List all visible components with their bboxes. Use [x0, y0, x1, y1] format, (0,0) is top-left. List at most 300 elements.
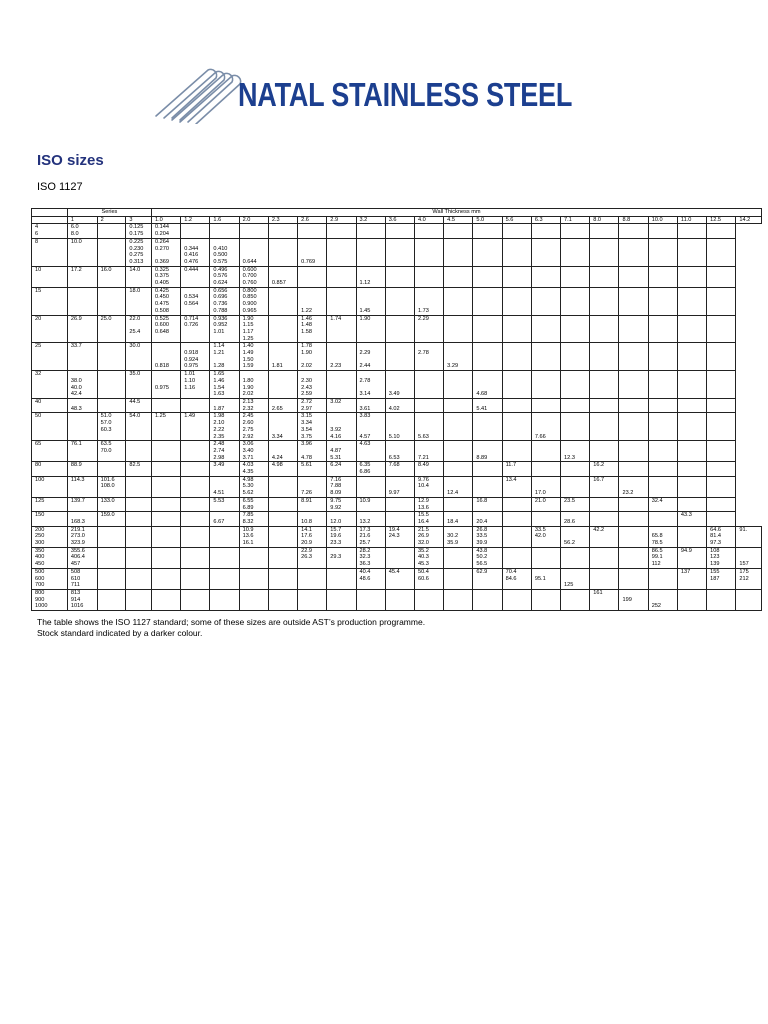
table-cell: 0.800 0.850 0.900 0.965: [239, 287, 268, 315]
table-cell: 4.68: [473, 371, 502, 399]
table-cell: [298, 589, 327, 610]
table-cell: 1.90 1.15 1.17 1.25: [239, 315, 268, 343]
table-cell: 2.29 2.44: [356, 343, 385, 371]
table-cell: 2.78 3.14: [356, 371, 385, 399]
table-cell: [590, 512, 619, 526]
table-cell: 0.918 0.924 0.975: [181, 343, 210, 371]
table-cell: [707, 343, 736, 371]
table-cell: [707, 497, 736, 511]
table-cell: 4.03 4.35: [239, 462, 268, 476]
iso-sizes-table: [31, 208, 762, 611]
table-cell: [502, 266, 531, 287]
table-row: [32, 497, 762, 511]
table-cell: 813 914 1016: [67, 589, 97, 610]
table-cell: 35.2 40.3 45.3: [414, 547, 443, 568]
table-cell: [126, 568, 152, 589]
table-cell: [444, 287, 473, 315]
table-cell: [502, 398, 531, 412]
table-cell: [619, 343, 648, 371]
table-cell: 6.53: [385, 441, 414, 462]
table-cell: [97, 224, 126, 238]
series-header: 3: [126, 216, 152, 224]
table-cell: [531, 512, 560, 526]
table-cell: [473, 589, 502, 610]
table-cell: 88.9: [67, 462, 97, 476]
table-cell: [151, 589, 180, 610]
table-cell: [239, 224, 268, 238]
table-cell: 9.76 10.4: [414, 476, 443, 497]
table-cell: 26.9: [67, 315, 97, 343]
table-cell: 5.53: [210, 497, 239, 511]
table-cell: [707, 315, 736, 343]
table-cell: [707, 398, 736, 412]
table-cell: 4.51: [210, 476, 239, 497]
brand-name: NATAL STAINLESS STEEL: [238, 76, 573, 113]
table-row: [32, 547, 762, 568]
table-cell: [151, 526, 180, 547]
table-cell: [385, 547, 414, 568]
table-cell: [444, 398, 473, 412]
table-cell: [648, 343, 677, 371]
table-row: [32, 398, 762, 412]
table-cell: [268, 224, 297, 238]
table-cell: 1.49: [181, 413, 210, 441]
table-cell: [619, 371, 648, 399]
table-cell: 9.97: [385, 476, 414, 497]
table-cell: [677, 224, 706, 238]
table-cell: [561, 413, 590, 441]
table-cell: [707, 413, 736, 441]
table-cell: [151, 547, 180, 568]
table-cell: 20.4: [473, 512, 502, 526]
nominal-size-cell: 40: [32, 398, 68, 412]
table-cell: 7.21: [414, 441, 443, 462]
table-cell: [561, 476, 590, 497]
table-row: [32, 266, 762, 287]
table-cell: 65.8 78.5: [648, 526, 677, 547]
table-cell: [590, 224, 619, 238]
table-cell: 0.769: [298, 238, 327, 266]
table-cell: [648, 287, 677, 315]
table-cell: 56.2: [561, 526, 590, 547]
table-cell: [502, 589, 531, 610]
table-cell: [327, 266, 356, 287]
table-cell: [327, 287, 356, 315]
table-cell: 3.29: [444, 343, 473, 371]
table-cell: [181, 398, 210, 412]
table-cell: [677, 476, 706, 497]
table-cell: 6.24: [327, 462, 356, 476]
table-cell: 355.6 406.4 457: [67, 547, 97, 568]
table-cell: 11.7: [502, 462, 531, 476]
table-cell: 26.8 33.5 39.9: [473, 526, 502, 547]
table-cell: 1.81: [268, 343, 297, 371]
table-cell: 7.66: [531, 413, 560, 441]
nominal-size-cell: 20: [32, 315, 68, 343]
table-cell: [590, 568, 619, 589]
footnote-stock: Stock standard indicated by a darker colour.: [37, 627, 203, 638]
table-cell: 1.46 1.48 1.58: [298, 315, 327, 343]
wall-thickness-header: 11.0: [677, 216, 706, 224]
table-cell: [590, 287, 619, 315]
table-cell: 19.4 24.3: [385, 526, 414, 547]
table-cell: 0.144 0.204: [151, 224, 180, 238]
table-cell: [444, 441, 473, 462]
table-cell: 16.7: [590, 476, 619, 497]
nominal-size-cell: 350 400 450: [32, 547, 68, 568]
wall-thickness-header: 1.6: [210, 216, 239, 224]
table-cell: [210, 224, 239, 238]
wall-thickness-header: 14.2: [736, 216, 762, 224]
table-cell: [126, 526, 152, 547]
table-corner-cell: [32, 216, 68, 224]
nominal-size-cell: 8: [32, 238, 68, 266]
nominal-size-cell: 50: [32, 413, 68, 441]
table-cell: [502, 526, 531, 547]
wall-thickness-caption: Wall Thickness mm: [151, 209, 761, 217]
table-cell: [414, 238, 443, 266]
table-cell: [97, 238, 126, 266]
table-cell: [151, 441, 180, 462]
table-cell: [677, 315, 706, 343]
wall-thickness-header: 8.8: [619, 216, 648, 224]
table-cell: [126, 512, 152, 526]
table-cell: 1.25: [151, 413, 180, 441]
table-cell: 219.1 273.0 323.9: [67, 526, 97, 547]
table-cell: 76.1: [67, 441, 97, 462]
table-cell: [619, 266, 648, 287]
table-cell: [356, 476, 385, 497]
table-cell: 30.2 35.9: [444, 526, 473, 547]
table-cell: 4.24: [268, 441, 297, 462]
table-cell: 1.90: [356, 315, 385, 343]
table-cell: [327, 238, 356, 266]
table-cell: [531, 287, 560, 315]
table-cell: 1.87: [210, 398, 239, 412]
table-corner-cell: [32, 209, 68, 217]
table-cell: [502, 315, 531, 343]
table-cell: 13.2: [356, 512, 385, 526]
table-cell: [473, 343, 502, 371]
table-cell: [561, 398, 590, 412]
table-cell: [444, 266, 473, 287]
table-cell: [97, 462, 126, 476]
page-title: ISO sizes: [37, 152, 104, 169]
table-cell: 63.5 70.0: [97, 441, 126, 462]
table-cell: [268, 287, 297, 315]
table-cell: [619, 568, 648, 589]
table-cell: 1.14 1.21 1.28: [210, 343, 239, 371]
table-cell: [590, 315, 619, 343]
table-cell: 101.6 108.0: [97, 476, 126, 497]
table-row: [32, 238, 762, 266]
wall-thickness-header: 3.2: [356, 216, 385, 224]
table-cell: [590, 497, 619, 511]
table-cell: 0.425 0.450 0.475 0.508: [151, 287, 180, 315]
table-cell: [677, 413, 706, 441]
table-cell: [356, 589, 385, 610]
table-cell: 4.98 5.30 5.62: [239, 476, 268, 497]
table-cell: 42.2: [590, 526, 619, 547]
table-cell: [126, 497, 152, 511]
table-cell: [561, 547, 590, 568]
table-cell: [385, 589, 414, 610]
table-cell: 12.4: [444, 476, 473, 497]
table-cell: 0.600 0.700 0.760: [239, 266, 268, 287]
table-cell: [181, 224, 210, 238]
table-cell: [268, 476, 297, 497]
table-cell: 16.0: [97, 266, 126, 287]
table-cell: [590, 266, 619, 287]
table-cell: 18.4: [444, 512, 473, 526]
table-cell: [268, 512, 297, 526]
table-cell: [531, 266, 560, 287]
table-cell: 21.5 26.9 32.0: [414, 526, 443, 547]
table-cell: 48.3: [67, 398, 97, 412]
table-cell: 0.656 0.696 0.736 0.788: [210, 287, 239, 315]
table-row: [32, 343, 762, 371]
table-cell: 25.0: [97, 315, 126, 343]
nominal-size-cell: 800 900 1000: [32, 589, 68, 610]
table-cell: 7.68: [385, 462, 414, 476]
table-cell: [619, 398, 648, 412]
table-cell: [327, 224, 356, 238]
nominal-size-cell: 15: [32, 287, 68, 315]
table-cell: [561, 266, 590, 287]
table-cell: [590, 441, 619, 462]
table-header-row: [32, 216, 762, 224]
table-cell: 139.7: [67, 497, 97, 511]
table-cell: [590, 371, 619, 399]
table-row: [32, 371, 762, 399]
nominal-size-cell: 65: [32, 441, 68, 462]
table-cell: 17.3 21.6 25.7: [356, 526, 385, 547]
table-cell: [126, 547, 152, 568]
table-cell: [707, 266, 736, 287]
nominal-size-cell: 32: [32, 371, 68, 399]
table-cell: 0.975: [151, 371, 180, 399]
table-cell: 2.48 2.74 2.98: [210, 441, 239, 462]
table-cell: 0.857: [268, 266, 297, 287]
table-cell: 199: [619, 589, 648, 610]
table-cell: 2.78: [414, 343, 443, 371]
wall-thickness-header: 7.1: [561, 216, 590, 224]
table-cell: 1.98 2.10 2.22 2.35: [210, 413, 239, 441]
table-cell: [210, 547, 239, 568]
table-cell: [648, 224, 677, 238]
nominal-size-cell: 500 600 700: [32, 568, 68, 589]
table-cell: 508 610 711: [67, 568, 97, 589]
table-cell: [502, 371, 531, 399]
table-cell: 54.0: [126, 413, 152, 441]
table-cell: 40.4 48.6: [356, 568, 385, 589]
table-cell: [473, 224, 502, 238]
table-cell: [268, 547, 297, 568]
table-cell: [385, 287, 414, 315]
table-cell: [590, 238, 619, 266]
table-cell: [677, 441, 706, 462]
table-cell: 1.80 1.90 2.02: [239, 371, 268, 399]
nominal-size-cell: 10: [32, 266, 68, 287]
table-cell: [531, 224, 560, 238]
table-cell: [677, 371, 706, 399]
table-row: [32, 568, 762, 589]
table-cell: 10.9: [356, 497, 385, 511]
table-cell: [97, 398, 126, 412]
table-cell: 21.0: [531, 497, 560, 511]
table-cell: [502, 238, 531, 266]
table-cell: 1.45: [356, 287, 385, 315]
table-cell: 0.344 0.416 0.476: [181, 238, 210, 266]
table-cell: 17.2: [67, 266, 97, 287]
table-cell: 114.3: [67, 476, 97, 497]
table-cell: 5.63: [414, 413, 443, 441]
table-cell: [473, 476, 502, 497]
table-cell: 70.4 84.6: [502, 568, 531, 589]
table-cell: [707, 287, 736, 315]
table-cell: [502, 512, 531, 526]
table-cell: [385, 315, 414, 343]
table-row: [32, 589, 762, 610]
table-cell: [531, 343, 560, 371]
table-cell: [590, 398, 619, 412]
table-cell: [619, 287, 648, 315]
table-cell: [181, 512, 210, 526]
table-caption-row: [32, 209, 762, 217]
table-cell: [707, 589, 736, 610]
nominal-size-cell: 150: [32, 512, 68, 526]
table-cell: [677, 287, 706, 315]
table-cell: [268, 568, 297, 589]
table-cell: 6.67: [210, 512, 239, 526]
table-cell: [473, 266, 502, 287]
nominal-size-cell: 80: [32, 462, 68, 476]
table-cell: 7.16 7.88 8.09: [327, 476, 356, 497]
wall-thickness-header: 10.0: [648, 216, 677, 224]
table-cell: 12.0: [327, 512, 356, 526]
table-cell: 2.72 2.97: [298, 398, 327, 412]
table-cell: 10.0: [67, 238, 97, 266]
table-cell: [151, 398, 180, 412]
table-cell: [239, 547, 268, 568]
table-cell: [181, 568, 210, 589]
brand-logo: [150, 62, 590, 124]
table-cell: [502, 343, 531, 371]
table-cell: 15.7 19.6 23.3: [327, 526, 356, 547]
table-cell: 8.49: [414, 462, 443, 476]
nominal-size-cell: 100: [32, 476, 68, 497]
table-row: [32, 526, 762, 547]
table-cell: 4.63: [356, 441, 385, 462]
table-cell: [444, 589, 473, 610]
table-cell: [473, 238, 502, 266]
table-cell: 13.4: [502, 476, 531, 497]
footnote-production: The table shows the ISO 1127 standard; some of these sizes are outside AST’s production programme.: [37, 617, 426, 627]
table-cell: [502, 547, 531, 568]
table-cell: 168.3: [67, 512, 97, 526]
table-row: [32, 476, 762, 497]
table-cell: [444, 238, 473, 266]
table-cell: [648, 413, 677, 441]
table-cell: 43.3: [677, 512, 706, 526]
table-cell: 0.325 0.375 0.405: [151, 266, 180, 287]
table-cell: [239, 589, 268, 610]
table-cell: 82.5: [126, 462, 152, 476]
table-cell: [210, 589, 239, 610]
table-cell: [268, 497, 297, 511]
table-cell: 62.9: [473, 568, 502, 589]
table-cell: 33.7: [67, 343, 97, 371]
nominal-size-cell: 200 250 300: [32, 526, 68, 547]
table-cell: [707, 476, 736, 497]
table-cell: [97, 589, 126, 610]
table-cell: 0.714 0.726: [181, 315, 210, 343]
table-cell: 1.73: [414, 287, 443, 315]
table-cell: [97, 287, 126, 315]
table-cell: 12.3: [561, 441, 590, 462]
page-subtitle: ISO 1127: [37, 181, 83, 193]
table-cell: 155 187: [707, 568, 736, 589]
table-cell: [151, 568, 180, 589]
table-cell: [444, 497, 473, 511]
table-cell: [531, 371, 560, 399]
table-cell: 3.15 3.34 3.54 3.75: [298, 413, 327, 441]
wall-thickness-header: 4.0: [414, 216, 443, 224]
paperclip-tube-icon: [150, 62, 242, 124]
table-cell: 28.2 32.3 36.3: [356, 547, 385, 568]
table-row: [32, 512, 762, 526]
table-cell: 0.496 0.576 0.624: [210, 266, 239, 287]
table-cell: [677, 497, 706, 511]
table-cell: [561, 462, 590, 476]
table-cell: 2.23: [327, 343, 356, 371]
table-cell: [648, 315, 677, 343]
table-cell: 1.78 1.90 2.02: [298, 343, 327, 371]
table-row: [32, 441, 762, 462]
table-cell: [414, 266, 443, 287]
nominal-size-cell: 4 6: [32, 224, 68, 238]
table-cell: 28.6: [561, 512, 590, 526]
table-cell: [181, 526, 210, 547]
table-cell: [356, 238, 385, 266]
table-cell: 64.6 81.4 97.3: [707, 526, 736, 547]
table-cell: [151, 476, 180, 497]
table-cell: [531, 238, 560, 266]
table-cell: [707, 238, 736, 266]
wall-thickness-header: 2.0: [239, 216, 268, 224]
table-cell: [181, 441, 210, 462]
table-cell: 1.65 1.46 1.54 1.63: [210, 371, 239, 399]
table-cell: [356, 224, 385, 238]
table-cell: [648, 476, 677, 497]
table-cell: [619, 238, 648, 266]
table-cell: 86.5 99.1 112: [648, 547, 677, 568]
table-cell: 3.49: [385, 371, 414, 399]
table-cell: [561, 371, 590, 399]
table-cell: [67, 413, 97, 441]
table-cell: 7.26: [298, 476, 327, 497]
table-cell: 33.5 42.0: [531, 526, 560, 547]
table-cell: [648, 238, 677, 266]
table-cell: [385, 238, 414, 266]
table-cell: [531, 315, 560, 343]
table-cell: [619, 547, 648, 568]
table-cell: 95.1: [531, 568, 560, 589]
table-cell: 157: [736, 547, 762, 568]
table-cell: 3.96 4.78: [298, 441, 327, 462]
table-cell: 17.0: [531, 476, 560, 497]
table-cell: 15.5 16.4: [414, 512, 443, 526]
